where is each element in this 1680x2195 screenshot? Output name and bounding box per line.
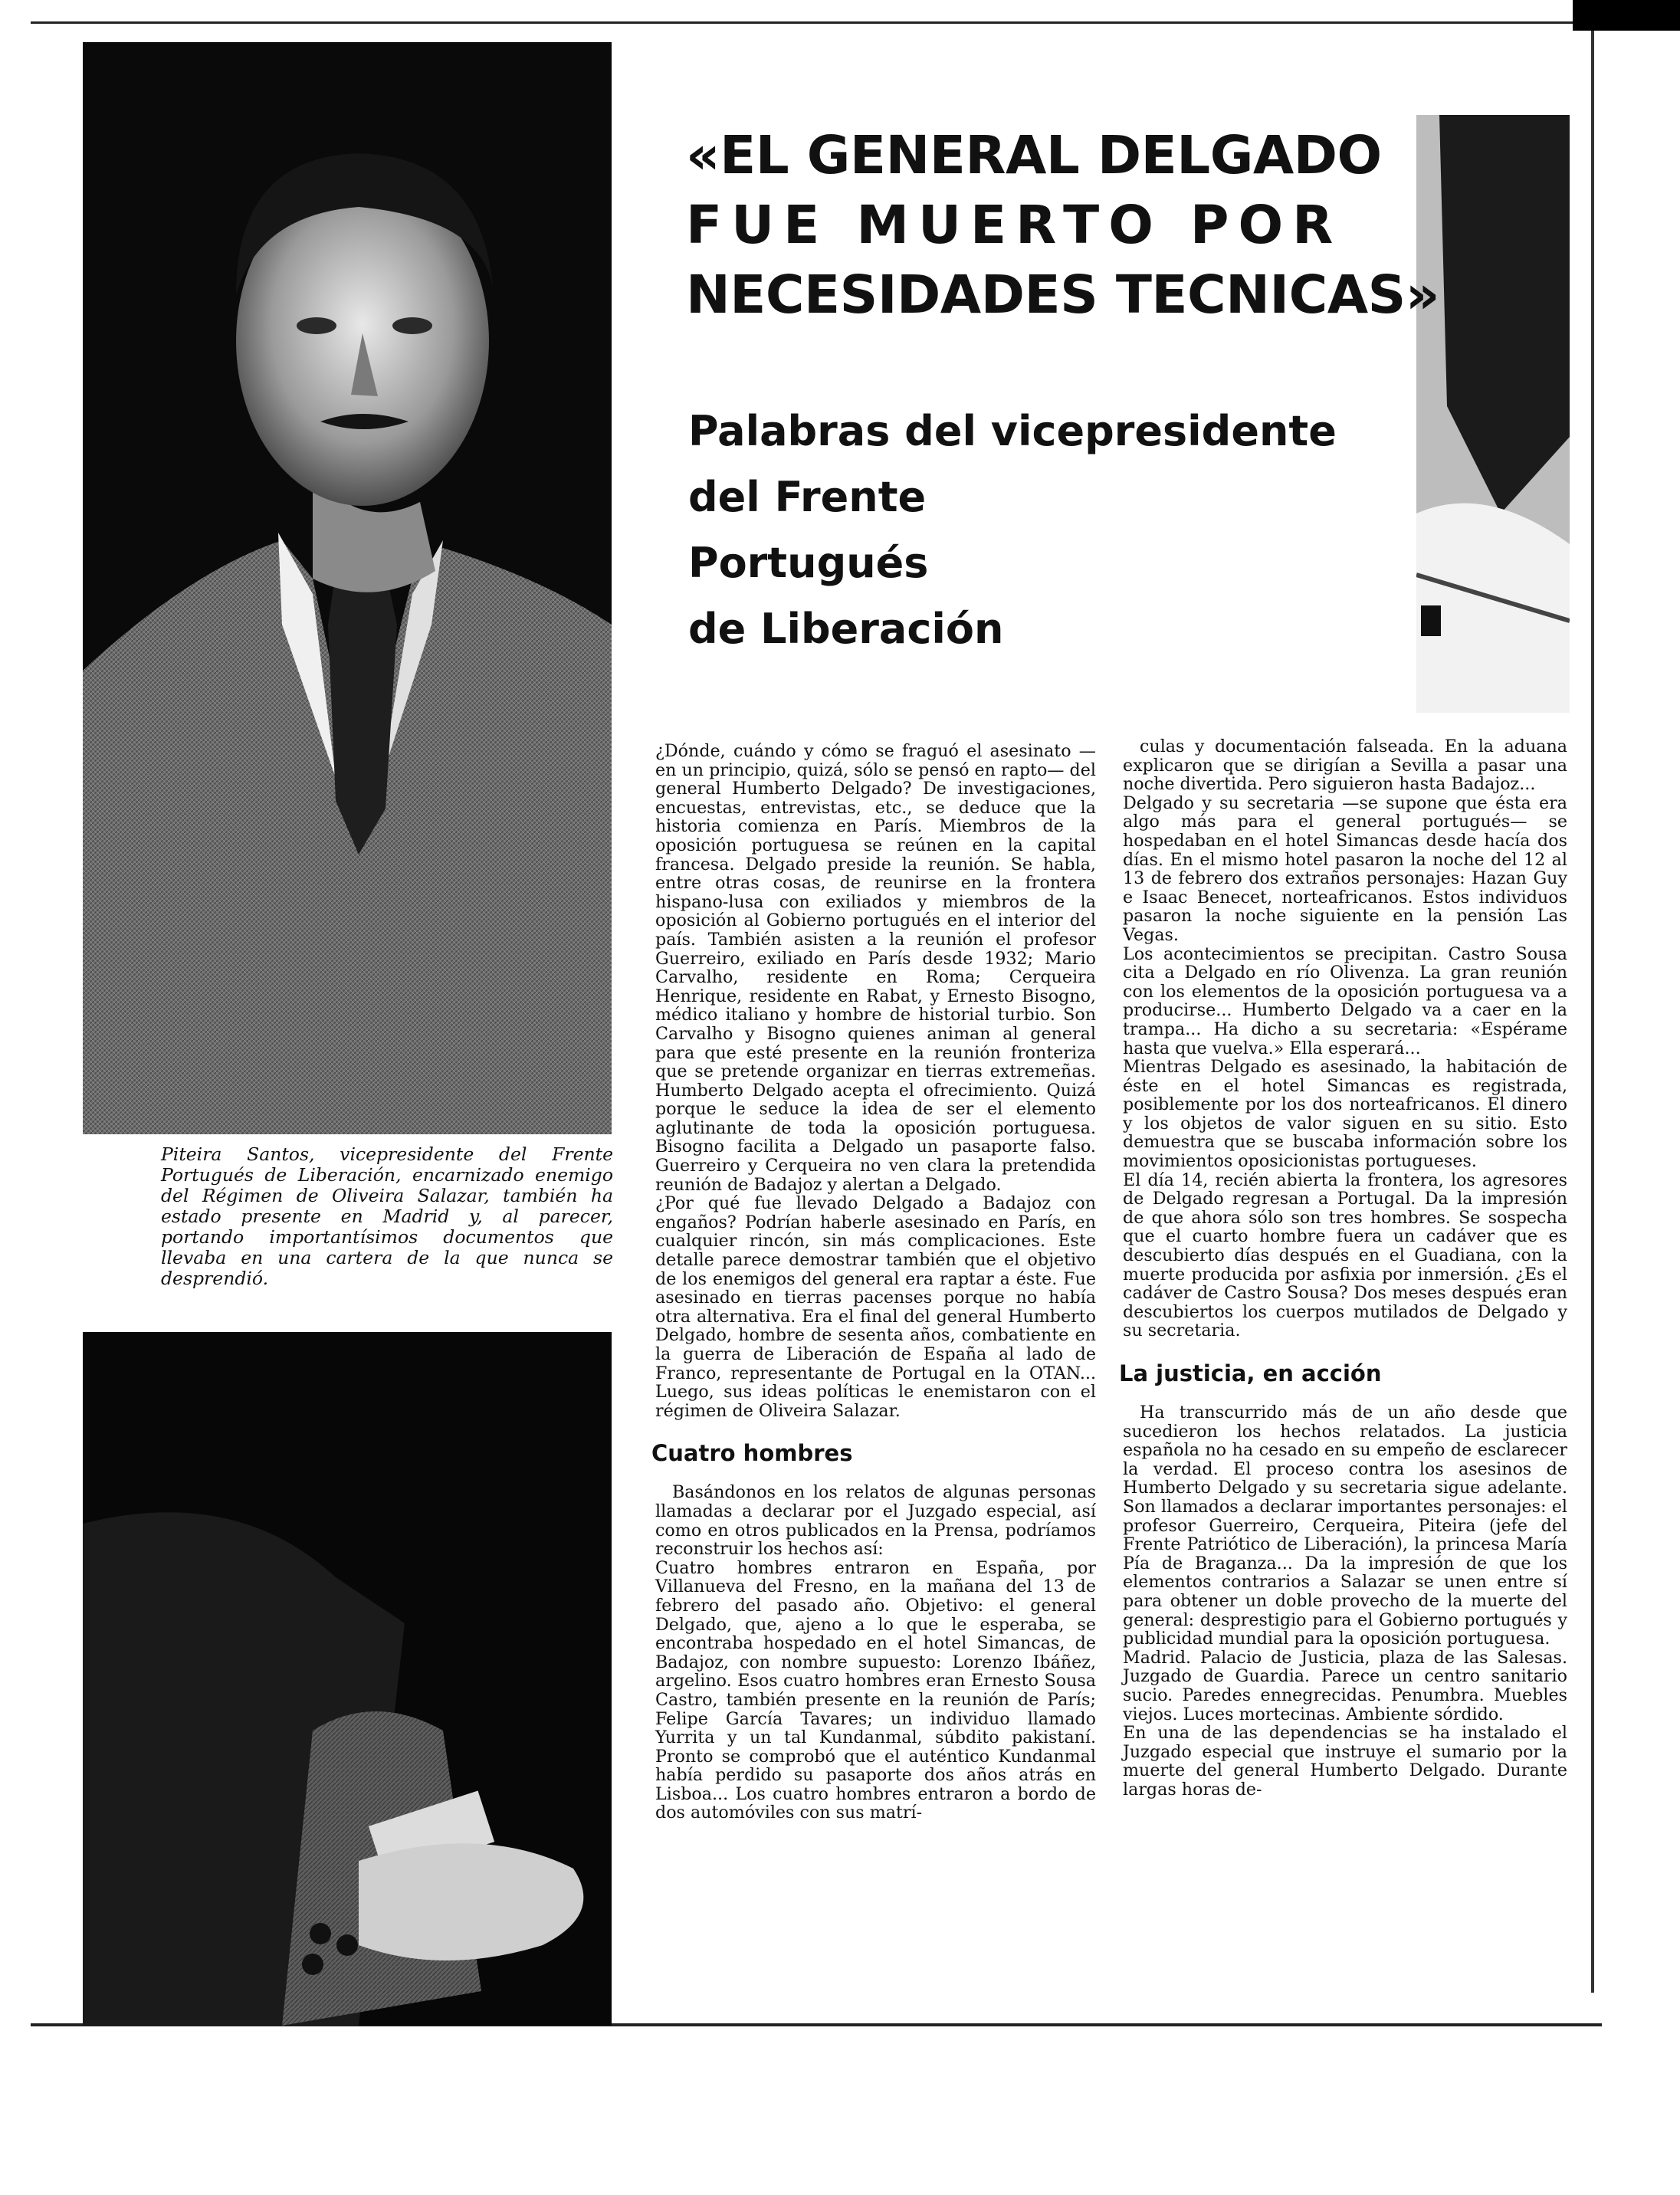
scan-border-right bbox=[1591, 31, 1594, 1993]
section-heading-la-justicia: La justicia, en acción bbox=[1119, 1360, 1382, 1386]
subheadline-line-4: de Liberación bbox=[688, 605, 1004, 653]
paragraph: Delgado y su secretaria —se supone que ésta era algo más para el general portugués— se hospedaban en el hotel Simancas desde hacía dos días. En el mismo hotel pasaron la noche del 12 al 13 de febrero dos extraños personajes: Hazan Guy e Isaac Benecet, norteafricanos. Estos individuos pasaron la noche siguiente en la pensión Las Vegas. bbox=[1123, 792, 1567, 945]
paragraph: Ha transcurrido más de un año desde que sucedieron los hechos relatados. La justicia española no ha cesado en su empeño de esclarecer la verdad. El proceso contra los asesinos de Humberto Delgado y su secretaria sigue adelante. Son llamados a declarar importantes personajes: el profesor Guerreiro, Cerqueira, Piteira (jefe del Frente Patriótico de Liberación), la princesa María Pía de Braganza... Da la impresión de que los elementos contrarios a Salazar se unen entre sí para obtener un doble provecho de la muerte del general: desprestigio para el Gobierno portugués y publicidad mundial para la oposición portuguesa. bbox=[1123, 1403, 1567, 1649]
hand-illustration bbox=[83, 1332, 612, 2026]
hand-photo bbox=[83, 1332, 612, 2026]
subheadline-line-2: del Frente bbox=[688, 473, 927, 521]
headline-line-2: FUE MUERTO POR bbox=[686, 195, 1343, 256]
article-column-2 bbox=[1119, 737, 1567, 1800]
paragraph: Basándonos en los relatos de algunas personas llamadas a declarar por el Juzgado especial, así como en otros publicados en la Prensa, podríamos reconstruir los hechos así: bbox=[655, 1482, 1096, 1560]
headline-line-3: NECESIDADES TECNICAS» bbox=[686, 264, 1439, 326]
paragraph: Mientras Delgado es asesinado, la habitación de éste en el hotel Simancas es registrada, posiblemente por los dos norteafricanos. El dinero y los objetos de valor siguen en su sitio. Esto demuestra que se buscaba información sobre los movimientos oposicionistas portugueses. bbox=[1123, 1057, 1567, 1172]
headline bbox=[686, 121, 1437, 330]
paragraph: Madrid. Palacio de Justicia, plaza de las Salesas. Juzgado de Guardia. Parece un centro sanitario sucio. Paredes ennegrecidas. Penumbra. Muebles viejos. Luces mortecinas. Ambiente sórdido. bbox=[1123, 1647, 1567, 1724]
paragraph: El día 14, recién abierta la frontera, los agresores de Delgado regresan a Portugal. Da la impresión de que ahora sólo son tres hombres. Se sospecha que el cuarto hombre fuera un cadáver que es descubierto días después en el Guadiana, con la muerte producida por asfixia por inmersión. ¿Es el cadáver de Castro Sousa? Dos meses después eran descubiertos los cuerpos mutilados de Delgado y su secretaria. bbox=[1123, 1170, 1567, 1341]
paragraph: ¿Por qué fue llevado Delgado a Badajoz con engaños? Podrían haberle asesinado en París, en cualquier rincón, sin más complicaciones. Este detalle parece demostrar también que el objetivo de los enemigos del general era raptar a éste. Fue asesinado en tierras pacenses porque no había otra alternativa. Era el final del general Humberto Delgado, hombre de sesenta años, combatiente en la guerra de Liberación de España al lado de Franco, representante de Portugal en la OTAN... Luego, sus ideas políticas le enemistaron con el régimen de Oliveira Salazar. bbox=[655, 1193, 1096, 1421]
headline-line-1: «EL GENERAL DELGADO bbox=[686, 125, 1382, 186]
photo-caption: Piteira Santos, vicepresidente del Frente Portugués de Liberación, encarnizado enemigo del Régimen de Oliveira Salazar, también ha estado presente en Madrid y, al parecer, portando importantísimos documentos que llevaba en una cartera de la que nunca se desprendió. bbox=[161, 1143, 613, 1289]
article-column-1 bbox=[651, 741, 1096, 1823]
portrait-photo bbox=[83, 42, 612, 1134]
paragraph: Los acontecimientos se precipitan. Castro Sousa cita a Delgado en río Olivenza. La gran reunión con los elementos de la oposición portuguesa va a producirse... Humberto Delgado va a caer en la trampa... Ha dicho a su secretaria: «Espérame hasta que vuelva.» Ella esperará... bbox=[1123, 943, 1567, 1058]
portrait-illustration bbox=[83, 42, 612, 1134]
side-photo bbox=[1416, 115, 1570, 713]
paragraph: culas y documentación falseada. En la aduana explicaron que se dirigían a Sevilla a pasar una noche divertida. Pero siguieron hasta Badajoz... bbox=[1123, 737, 1567, 795]
side-photo-illustration bbox=[1416, 115, 1570, 713]
paragraph: Cuatro hombres entraron en España, por Villanueva del Fresno, en la mañana del 13 de febrero del pasado año. Objetivo: el general Delgado, que, ajeno a lo que le esperaba, se encontraba hospedado en el hotel Simancas, de Badajoz, con nombre supuesto: Lorenzo Ibáñez, argelino. Esos cuatro hombres eran Ernesto Sousa Castro, también presente en la reunión de París; Felipe García Tavares; un individuo llamado Yurrita y un tal Kundanmal, súbdito pakistaní. Pronto se comprobó que el auténtico Kundanmal había perdido su pasaporte dos años atrás en Lisboa... Los cuatro hombres entraron a bordo de dos automóviles con sus matrí- bbox=[655, 1557, 1096, 1823]
subheadline bbox=[688, 399, 1337, 662]
scan-border-top bbox=[31, 21, 1602, 24]
scan-corner-mark bbox=[1573, 0, 1680, 31]
section-heading-cuatro-hombres: Cuatro hombres bbox=[651, 1440, 853, 1467]
paragraph: ¿Dónde, cuándo y cómo se fraguó el asesinato —en un principio, quizá, sólo se pensó en rapto— del general Humberto Delgado? De investigaciones, encuestas, entrevistas, etc., se deduce que la historia comienza en París. Miembros de la oposición portuguesa se reúnen en la capital francesa. Delgado preside la reunión. Se habla, entre otras cosas, de reunirse en la frontera hispano-lusa con exiliados y miembros de la oposición al Gobierno portugués en el interior del país. También asisten a la reunión el profesor Guerreiro, exiliado en París desde 1932; Mario Carvalho, residente en Roma; Cerqueira Henrique, residente en Rabat, y Ernesto Bisogno, médico italiano y hombre de historial turbio. Son Carvalho y Bisogno quienes animan al general para que esté presente en la reunión fronteriza que se pretende organizar en tierras extremeñas. Humberto Delgado acepta el ofrecimiento. Quizá porque le seduce la idea de ser el elemento aglutinante de toda la oposición portuguesa. Bisogno facilita a Delgado un pasaporte falso. Guerreiro y Cerqueira no ven clara la pretendida reunión de Badajoz y alertan a Delgado. bbox=[655, 741, 1096, 1195]
paragraph: En una de las dependencias se ha instalado el Juzgado especial que instruye el sumario por la muerte del general Humberto Delgado. Durante largas horas de- bbox=[1123, 1723, 1567, 1800]
subheadline-line-3: Portugués bbox=[688, 539, 929, 587]
subheadline-line-1: Palabras del vicepresidente bbox=[688, 407, 1337, 455]
